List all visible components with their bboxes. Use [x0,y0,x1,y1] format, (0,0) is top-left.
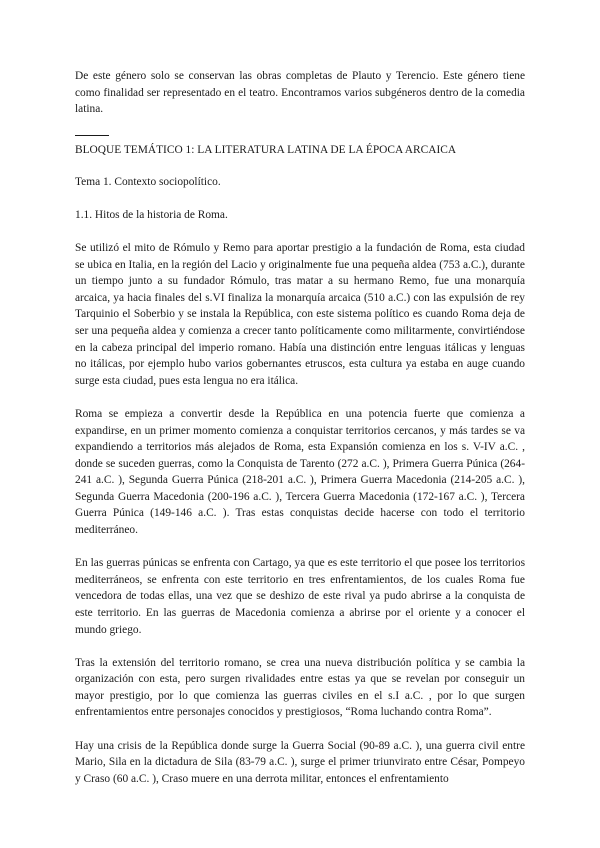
topic-title: Tema 1. Contexto sociopolítico. [75,176,221,189]
document-body [75,68,525,787]
intro-paragraph: De este género solo se conservan las obras completas de Plauto y Terencio. Este género tiene como finalidad ser representado en el teatro. Encontramos varios subgéneros dentro de la comedia latina. [75,70,525,116]
body-paragraph: Se utilizó el mito de Rómulo y Remo para aportar prestigio a la fundación de Roma, esta ciudad se ubica en Italia, en la región del Lacio y originalmente fue una pequeña aldea (753 a.C.), durante un tiempo junto a su fundador Rómulo, tras matar a su hermano Remo, fue una monarquía arcaica, ya hacia finales del s.VI finaliza la monarquía arcaica (510 a.C.) con las expulsión de rey Tarquinio el Soberbio y se instala la República, con este sistema político es cuando Roma deja de ser una pequeña aldea y comienza a crecer tanto políticamente como militarmente, convirtiéndose en la cabeza principal del imperio romano. Había una distinción entre lenguas itálicas y lenguas no itálicas, por ejemplo hubo varios gobernantes etruscos, esta cultura ya estaba en auge cuando surge esta ciudad, pues esta lengua no era itálica. [75,242,525,387]
body-paragraph: Tras la extensión del territorio romano, se crea una nueva distribución política y se cambia la organización con esta, pero surgen rivalidades entre estas ya que se revelan por conseguir un mayor prestigio, por lo que comienza las guerras civiles en el s.I a.C. , por lo que surgen enfrentamientos entre personajes conocidos y prestigiosos, “Roma luchando contra Roma”. [75,656,525,719]
body-paragraph: Hay una crisis de la República donde surge la Guerra Social (90-89 a.C. ), una guerra civil entre Mario, Sila en la dictadura de Sila (83-79 a.C. ), surge el primer triunvirato entre César, Pompeyo y Craso (60 a.C. ), Craso muere en una derrota militar, entonces el enfrentamiento [75,739,525,785]
block-title: BLOQUE TEMÁTICO 1: LA LITERATURA LATINA DE LA ÉPOCA ARCAICA [75,143,457,156]
section-divider [75,135,109,136]
body-paragraph: En las guerras púnicas se enfrenta con Cartago, ya que es este territorio el que posee los territorios mediterráneos, se enfrenta con este territorio en tres enfrentamientos, de los cuales Roma fue vencedora de todas ellas, una vez que se deshizo de este rival ya pudo abrirse a la conquista de este territorio. En las guerras de Macedonia comienza a abrirse por el oriente y a conocer el mundo griego. [75,557,525,636]
section-title: 1.1. Hitos de la historia de Roma. [75,208,228,221]
body-paragraph: Roma se empieza a convertir desde la República en una potencia fuerte que comienza a expandirse, en un primer momento comienza a conquistar territorios cercanos, y más tardes se va expandiendo a territorios más alejados de Roma, esta Expansión comienza en los s. V-IV a.C. , donde se suceden guerras, como la Conquista de Tarento (272 a.C. ), Primera Guerra Púnica (264-241 a.C. ), Segunda Guerra Púnica (218-201 a.C. ), Primera Guerra Macedonia (214-205 a.C. ), Segunda Guerra Macedonia (200-196 a.C. ), Tercera Guerra Macedonia (172-167 a.C. ), Tercera Guerra Púnica (149-146 a.C. ). Tras estas conquistas decide hacerse con todo el territorio mediterráneo. [75,407,525,537]
